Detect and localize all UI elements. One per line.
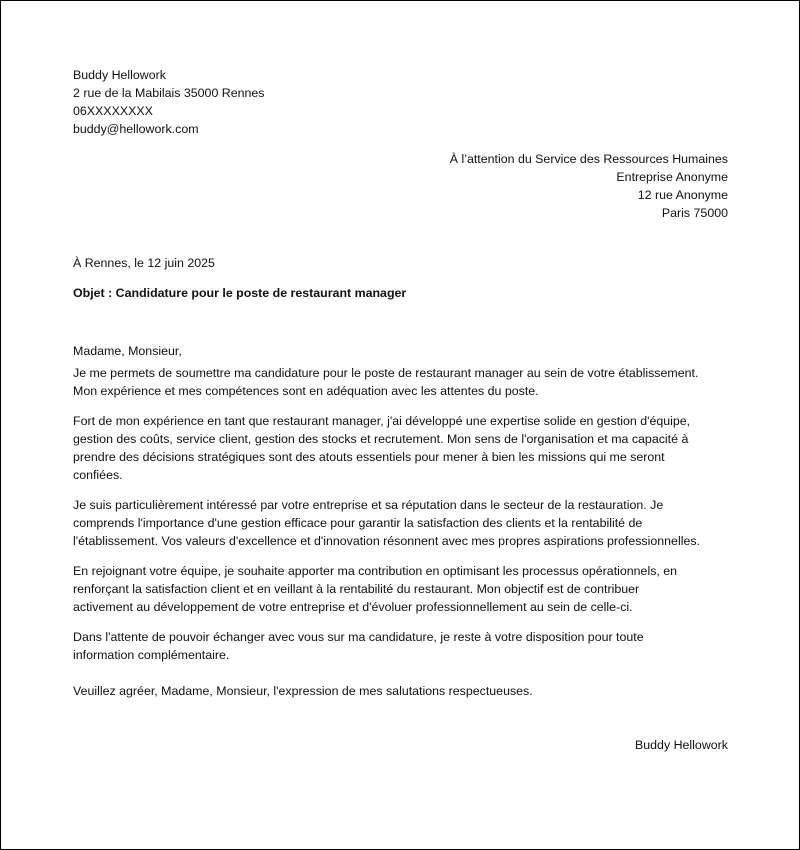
paragraph-line: renforçant la satisfaction client et en veillant à la rentabilité du restaurant. Mon objectif est de contribuer bbox=[73, 582, 640, 596]
signature: Buddy Hellowork bbox=[635, 738, 728, 752]
paragraph-availability bbox=[73, 628, 728, 664]
paragraph-introduction bbox=[73, 364, 728, 400]
sender-block bbox=[73, 66, 728, 138]
sender-name: Buddy Hellowork bbox=[73, 68, 166, 82]
paragraph-experience bbox=[73, 412, 728, 484]
sender-address: 2 rue de la Mabilais 35000 Rennes bbox=[73, 86, 265, 100]
closing-formula: Veuillez agréer, Madame, Monsieur, l'expression de mes salutations respectueuses. bbox=[73, 684, 533, 698]
paragraph-line: En rejoignant votre équipe, je souhaite apporter ma contribution en optimisant les processus opérationnels, en bbox=[73, 564, 678, 578]
paragraph-line: Fort de mon expérience en tant que restaurant manager, j'ai développé une expertise solide en gestion d'équipe, bbox=[73, 414, 691, 428]
recipient-city: Paris 75000 bbox=[661, 206, 728, 220]
place-date: À Rennes, le 12 juin 2025 bbox=[73, 256, 215, 270]
paragraph-line: information complémentaire. bbox=[73, 648, 230, 662]
paragraph-line: Je suis particulièrement intéressé par votre entreprise et sa réputation dans le secteur de la restauration. Je bbox=[73, 498, 664, 512]
paragraph-line: gestion des coûts, service client, gestion des stocks et recrutement. Mon sens de l'organisation et ma capacité à bbox=[73, 432, 689, 446]
sender-phone: 06XXXXXXXX bbox=[73, 104, 153, 118]
paragraph-line: Mon expérience et mes compétences sont en adéquation avec les attentes du poste. bbox=[73, 384, 539, 398]
paragraph-line: Dans l'attente de pouvoir échanger avec vous sur ma candidature, je reste à votre disposition pour toute bbox=[73, 630, 644, 644]
paragraph-line: prendre des décisions stratégiques sont des atouts essentiels pour mener à bien les missions qui me seront bbox=[73, 450, 665, 464]
recipient-company: Entreprise Anonyme bbox=[616, 170, 728, 184]
paragraph-contribution bbox=[73, 562, 728, 616]
salutation: Madame, Monsieur, bbox=[73, 344, 182, 358]
letter-body bbox=[73, 66, 728, 754]
paragraph-line: activement au développement de votre entreprise et d'évoluer professionnellement au sein de celle-ci. bbox=[73, 600, 633, 614]
paragraph-motivation bbox=[73, 496, 728, 550]
paragraph-line: comprends l'importance d'une gestion efficace pour garantir la satisfaction des clients et la rentabilité de bbox=[73, 516, 643, 530]
recipient-block bbox=[73, 150, 728, 222]
paragraph-line: confiées. bbox=[73, 468, 123, 482]
recipient-street: 12 rue Anonyme bbox=[637, 188, 728, 202]
paragraph-line: Je me permets de soumettre ma candidature pour le poste de restaurant manager au sein de votre établissement. bbox=[73, 366, 699, 380]
sender-email: buddy@hellowork.com bbox=[73, 122, 199, 136]
letter-subject: Objet : Candidature pour le poste de restaurant manager bbox=[73, 286, 407, 300]
paragraph-line: l'établissement. Vos valeurs d'excellence et d'innovation résonnent avec mes propres aspirations professionnelles. bbox=[73, 534, 700, 548]
recipient-attention: À l’attention du Service des Ressources Humaines bbox=[449, 152, 728, 166]
